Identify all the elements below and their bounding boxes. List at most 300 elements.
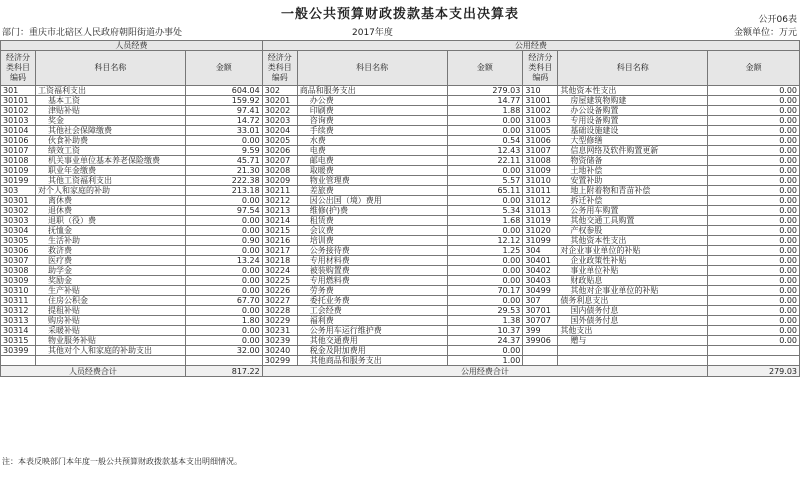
public-a-amount: 0.00 — [447, 126, 523, 136]
public-a-amount: 70.17 — [447, 286, 523, 296]
table-row — [1, 306, 800, 316]
public-b-amount: 0.00 — [708, 136, 800, 146]
table-row — [1, 336, 800, 346]
table-row — [1, 296, 800, 306]
public-b-name: 企业政策性补贴 — [558, 256, 708, 266]
public-b-code: 39906 — [523, 336, 558, 346]
public-a-name: 差旅费 — [297, 186, 447, 196]
public-a-amount: 0.00 — [447, 346, 523, 356]
personnel-code: 30107 — [1, 146, 36, 156]
public-b-code: 399 — [523, 326, 558, 336]
table-row — [1, 136, 800, 146]
public-b-amount: 0.00 — [708, 336, 800, 346]
personnel-code — [1, 356, 36, 366]
public-a-name: 其他商品和服务支出 — [297, 356, 447, 366]
public-a-code: 30224 — [262, 266, 297, 276]
public-b-name: 拆迁补偿 — [558, 196, 708, 206]
personnel-name: 机关事业单位基本养老保险缴费 — [35, 156, 185, 166]
personnel-name: 伙食补助费 — [35, 136, 185, 146]
header-code: 经济分类科目编码 — [1, 51, 36, 86]
personnel-amount: 0.00 — [185, 266, 262, 276]
public-b-code: 31007 — [523, 146, 558, 156]
personnel-code: 30310 — [1, 286, 36, 296]
public-a-code: 30207 — [262, 156, 297, 166]
public-a-code: 302 — [262, 86, 297, 96]
table-row — [1, 156, 800, 166]
personnel-name: 工资福利支出 — [35, 86, 185, 96]
public-b-name: 办公设备购置 — [558, 106, 708, 116]
public-a-amount: 0.00 — [447, 256, 523, 266]
table-row — [1, 356, 800, 366]
public-b-amount: 0.00 — [708, 186, 800, 196]
public-b-code: 31011 — [523, 186, 558, 196]
public-b-amount: 0.00 — [708, 126, 800, 136]
public-b-name: 其他资本性支出 — [558, 86, 708, 96]
public-a-amount: 1.00 — [447, 356, 523, 366]
public-b-amount: 0.00 — [708, 326, 800, 336]
public-a-code: 30227 — [262, 296, 297, 306]
table-row — [1, 236, 800, 246]
public-a-name: 专用燃料费 — [297, 276, 447, 286]
personnel-name: 生活补助 — [35, 236, 185, 246]
header-amount: 金额 — [185, 51, 262, 86]
public-b-amount: 0.00 — [708, 316, 800, 326]
personnel-code: 30307 — [1, 256, 36, 266]
public-a-code: 30211 — [262, 186, 297, 196]
personnel-code: 30306 — [1, 246, 36, 256]
public-b-code — [523, 346, 558, 356]
personnel-amount: 0.00 — [185, 276, 262, 286]
table-row — [1, 166, 800, 176]
public-b-amount: 0.00 — [708, 266, 800, 276]
public-a-amount: 1.88 — [447, 106, 523, 116]
public-a-code: 30208 — [262, 166, 297, 176]
personnel-code: 30302 — [1, 206, 36, 216]
public-b-name: 地上附着物和青苗补偿 — [558, 186, 708, 196]
public-a-amount: 1.68 — [447, 216, 523, 226]
personnel-amount: 97.54 — [185, 206, 262, 216]
public-a-name: 委托业务费 — [297, 296, 447, 306]
personnel-code: 30106 — [1, 136, 36, 146]
public-a-amount: 0.00 — [447, 166, 523, 176]
public-total-value: 279.03 — [708, 366, 800, 377]
public-b-name: 其他交通工具购置 — [558, 216, 708, 226]
personnel-name: 其他对个人和家庭的补助支出 — [35, 346, 185, 356]
public-a-name: 培训费 — [297, 236, 447, 246]
personnel-name: 住房公积金 — [35, 296, 185, 306]
table-row — [1, 186, 800, 196]
public-b-code: 31003 — [523, 116, 558, 126]
personnel-name: 基本工资 — [35, 96, 185, 106]
public-b-code: 307 — [523, 296, 558, 306]
unit-label: 金额单位：万元 — [733, 28, 797, 38]
personnel-name: 物业服务补贴 — [35, 336, 185, 346]
header-code: 经济分类科目编码 — [262, 51, 297, 86]
public-b-name: 产权参股 — [558, 226, 708, 236]
public-a-code: 30216 — [262, 236, 297, 246]
public-b-amount: 0.00 — [708, 156, 800, 166]
public-b-amount: 0.00 — [708, 86, 800, 96]
public-a-code: 30205 — [262, 136, 297, 146]
personnel-name: 其他工资福利支出 — [35, 176, 185, 186]
public-b-amount — [708, 356, 800, 366]
public-b-code: 31008 — [523, 156, 558, 166]
public-a-name: 手续费 — [297, 126, 447, 136]
public-b-name: 其他对企事业单位的补贴 — [558, 286, 708, 296]
personnel-amount: 67.70 — [185, 296, 262, 306]
personnel-code: 30314 — [1, 326, 36, 336]
public-b-code: 30499 — [523, 286, 558, 296]
public-b-code: 31010 — [523, 176, 558, 186]
public-a-amount: 0.00 — [447, 296, 523, 306]
public-a-name: 咨询费 — [297, 116, 447, 126]
public-b-name — [558, 346, 708, 356]
personnel-amount: 21.30 — [185, 166, 262, 176]
public-a-amount: 29.53 — [447, 306, 523, 316]
table-row — [1, 96, 800, 106]
personnel-code: 30315 — [1, 336, 36, 346]
public-b-code: 31012 — [523, 196, 558, 206]
public-a-amount: 0.00 — [447, 226, 523, 236]
public-b-amount: 0.00 — [708, 166, 800, 176]
public-b-amount: 0.00 — [708, 106, 800, 116]
personnel-code: 30103 — [1, 116, 36, 126]
public-a-code: 30229 — [262, 316, 297, 326]
public-b-code: 30707 — [523, 316, 558, 326]
public-a-code: 30204 — [262, 126, 297, 136]
public-a-code: 30202 — [262, 106, 297, 116]
public-a-name: 商品和服务支出 — [297, 86, 447, 96]
public-total-label: 公用经费合计 — [262, 366, 707, 377]
public-b-name: 信息网络及软件购置更新 — [558, 146, 708, 156]
department-label: 部门：重庆市北碚区人民政府朝阳街道办事处 — [2, 28, 183, 38]
public-b-name: 房屋建筑物购建 — [558, 96, 708, 106]
table-row — [1, 206, 800, 216]
personnel-code: 30301 — [1, 196, 36, 206]
public-b-name: 基础设施建设 — [558, 126, 708, 136]
table-row — [1, 196, 800, 206]
personnel-amount: 0.90 — [185, 236, 262, 246]
header-code: 经济分类科目编码 — [523, 51, 558, 86]
public-a-name: 税金及附加费用 — [297, 346, 447, 356]
form-number: 公开06表 — [758, 15, 797, 25]
public-a-code: 30213 — [262, 206, 297, 216]
public-b-code: 30402 — [523, 266, 558, 276]
public-b-name — [558, 356, 708, 366]
table-row — [1, 226, 800, 236]
public-a-name: 维修(护)费 — [297, 206, 447, 216]
public-b-amount: 0.00 — [708, 236, 800, 246]
table-row — [1, 246, 800, 256]
public-b-code: 31013 — [523, 206, 558, 216]
public-a-name: 劳务费 — [297, 286, 447, 296]
personnel-code: 30108 — [1, 156, 36, 166]
public-a-amount: 22.11 — [447, 156, 523, 166]
personnel-amount: 0.00 — [185, 336, 262, 346]
table-row — [1, 286, 800, 296]
personnel-name: 退休费 — [35, 206, 185, 216]
personnel-amount: 13.24 — [185, 256, 262, 266]
table-row — [1, 126, 800, 136]
personnel-code: 30304 — [1, 226, 36, 236]
personnel-total-value: 817.22 — [185, 366, 262, 377]
personnel-code: 30104 — [1, 126, 36, 136]
public-a-amount: 24.37 — [447, 336, 523, 346]
personnel-amount: 213.18 — [185, 186, 262, 196]
public-b-name: 其他资本性支出 — [558, 236, 708, 246]
public-a-name: 被装购置费 — [297, 266, 447, 276]
public-a-code: 30225 — [262, 276, 297, 286]
personnel-name: 医疗费 — [35, 256, 185, 266]
personnel-name: 对个人和家庭的补助 — [35, 186, 185, 196]
public-b-code: 31006 — [523, 136, 558, 146]
personnel-total-label: 人员经费合计 — [1, 366, 186, 377]
personnel-code: 30313 — [1, 316, 36, 326]
public-b-name: 事业单位补贴 — [558, 266, 708, 276]
report-title: 一般公共预算财政拨款基本支出决算表 — [280, 7, 519, 22]
personnel-name: 绩效工资 — [35, 146, 185, 156]
public-b-code: 30401 — [523, 256, 558, 266]
year-label: 2017年度 — [352, 28, 393, 38]
public-a-code: 30201 — [262, 96, 297, 106]
public-a-name: 其他交通费用 — [297, 336, 447, 346]
public-a-code: 30209 — [262, 176, 297, 186]
personnel-name: 职业年金缴费 — [35, 166, 185, 176]
personnel-amount: 32.00 — [185, 346, 262, 356]
expenditure-table — [0, 40, 800, 377]
public-a-name: 水费 — [297, 136, 447, 146]
table-row — [1, 116, 800, 126]
public-b-name: 对企业事业单位的补贴 — [558, 246, 708, 256]
public-a-amount: 10.37 — [447, 326, 523, 336]
table-row — [1, 86, 800, 96]
personnel-code: 30303 — [1, 216, 36, 226]
public-b-code: 31005 — [523, 126, 558, 136]
public-b-amount — [708, 346, 800, 356]
public-b-code: 30403 — [523, 276, 558, 286]
header-amount: 金额 — [447, 51, 523, 86]
public-b-code: 310 — [523, 86, 558, 96]
public-a-amount: 279.03 — [447, 86, 523, 96]
public-a-amount: 1.25 — [447, 246, 523, 256]
footnote: 注：本表反映部门本年度一般公共预算财政拨款基本支出明细情况。 — [2, 457, 242, 466]
public-a-amount: 5.57 — [447, 176, 523, 186]
personnel-code: 30102 — [1, 106, 36, 116]
personnel-amount: 1.80 — [185, 316, 262, 326]
personnel-amount: 0.00 — [185, 326, 262, 336]
public-a-amount: 0.00 — [447, 116, 523, 126]
public-b-name: 大型修缮 — [558, 136, 708, 146]
personnel-amount: 0.00 — [185, 286, 262, 296]
personnel-code: 30109 — [1, 166, 36, 176]
table-row — [1, 256, 800, 266]
personnel-amount: 45.71 — [185, 156, 262, 166]
personnel-amount: 33.01 — [185, 126, 262, 136]
public-a-code: 30212 — [262, 196, 297, 206]
public-b-code: 30701 — [523, 306, 558, 316]
public-b-amount: 0.00 — [708, 226, 800, 236]
public-b-code — [523, 356, 558, 366]
public-a-amount: 14.77 — [447, 96, 523, 106]
public-a-name: 物业管理费 — [297, 176, 447, 186]
personnel-amount: 97.41 — [185, 106, 262, 116]
public-b-name: 物资储备 — [558, 156, 708, 166]
public-b-name: 国外债务付息 — [558, 316, 708, 326]
personnel-name — [35, 356, 185, 366]
personnel-amount: 14.72 — [185, 116, 262, 126]
table-row — [1, 106, 800, 116]
public-b-amount: 0.00 — [708, 256, 800, 266]
personnel-code: 30312 — [1, 306, 36, 316]
public-a-name: 取暖费 — [297, 166, 447, 176]
public-b-amount: 0.00 — [708, 216, 800, 226]
personnel-name: 提租补贴 — [35, 306, 185, 316]
header-name: 科目名称 — [297, 51, 447, 86]
public-a-code: 30217 — [262, 246, 297, 256]
personnel-amount — [185, 356, 262, 366]
public-b-name: 赠与 — [558, 336, 708, 346]
public-a-name: 会议费 — [297, 226, 447, 236]
personnel-code: 30305 — [1, 236, 36, 246]
public-a-name: 印刷费 — [297, 106, 447, 116]
public-b-amount: 0.00 — [708, 116, 800, 126]
public-b-name: 土地补偿 — [558, 166, 708, 176]
table-row — [1, 266, 800, 276]
public-a-amount: 12.12 — [447, 236, 523, 246]
public-a-code: 30299 — [262, 356, 297, 366]
public-a-name: 电费 — [297, 146, 447, 156]
table-row — [1, 146, 800, 156]
public-a-amount: 1.38 — [447, 316, 523, 326]
public-b-name: 安置补助 — [558, 176, 708, 186]
public-b-name: 债务利息支出 — [558, 296, 708, 306]
public-b-amount: 0.00 — [708, 206, 800, 216]
personnel-amount: 0.00 — [185, 136, 262, 146]
personnel-code: 303 — [1, 186, 36, 196]
public-a-name: 公务接待费 — [297, 246, 447, 256]
personnel-code: 30101 — [1, 96, 36, 106]
personnel-code: 30399 — [1, 346, 36, 356]
personnel-section-header: 人员经费 — [1, 41, 263, 51]
public-b-amount: 0.00 — [708, 286, 800, 296]
personnel-amount: 0.00 — [185, 246, 262, 256]
personnel-code: 301 — [1, 86, 36, 96]
personnel-amount: 0.00 — [185, 226, 262, 236]
public-b-code: 31001 — [523, 96, 558, 106]
table-row — [1, 316, 800, 326]
public-b-amount: 0.00 — [708, 296, 800, 306]
personnel-name: 奖励金 — [35, 276, 185, 286]
public-a-name: 专用材料费 — [297, 256, 447, 266]
public-a-name: 福利费 — [297, 316, 447, 326]
personnel-name: 其他社会保障缴费 — [35, 126, 185, 136]
personnel-code: 30199 — [1, 176, 36, 186]
personnel-amount: 222.38 — [185, 176, 262, 186]
personnel-amount: 0.00 — [185, 196, 262, 206]
table-row — [1, 326, 800, 336]
public-b-code: 31099 — [523, 236, 558, 246]
public-a-amount: 65.11 — [447, 186, 523, 196]
public-a-amount: 0.00 — [447, 276, 523, 286]
personnel-name: 津贴补贴 — [35, 106, 185, 116]
personnel-name: 生产补贴 — [35, 286, 185, 296]
public-a-name: 邮电费 — [297, 156, 447, 166]
public-a-code: 30231 — [262, 326, 297, 336]
personnel-amount: 0.00 — [185, 306, 262, 316]
public-b-code: 31009 — [523, 166, 558, 176]
personnel-name: 助学金 — [35, 266, 185, 276]
public-a-code: 30226 — [262, 286, 297, 296]
public-a-code: 30240 — [262, 346, 297, 356]
public-a-name: 公务用车运行维护费 — [297, 326, 447, 336]
table-row — [1, 346, 800, 356]
public-b-name: 财政贴息 — [558, 276, 708, 286]
public-a-code: 30203 — [262, 116, 297, 126]
personnel-name: 抚恤金 — [35, 226, 185, 236]
public-a-name: 因公出国（境）费用 — [297, 196, 447, 206]
public-a-amount: 12.43 — [447, 146, 523, 156]
personnel-name: 离休费 — [35, 196, 185, 206]
public-b-code: 304 — [523, 246, 558, 256]
personnel-amount: 604.04 — [185, 86, 262, 96]
public-b-name: 国内债务付息 — [558, 306, 708, 316]
personnel-name: 救济费 — [35, 246, 185, 256]
public-a-amount: 0.54 — [447, 136, 523, 146]
public-b-amount: 0.00 — [708, 246, 800, 256]
header-amount: 金额 — [708, 51, 800, 86]
personnel-code: 30308 — [1, 266, 36, 276]
personnel-amount: 159.92 — [185, 96, 262, 106]
table-row — [1, 176, 800, 186]
public-b-name: 公务用车购置 — [558, 206, 708, 216]
public-b-amount: 0.00 — [708, 176, 800, 186]
public-b-amount: 0.00 — [708, 96, 800, 106]
public-b-amount: 0.00 — [708, 196, 800, 206]
public-b-code: 31019 — [523, 216, 558, 226]
public-a-amount: 0.00 — [447, 266, 523, 276]
public-a-amount: 0.00 — [447, 196, 523, 206]
personnel-name: 奖金 — [35, 116, 185, 126]
public-a-name: 工会经费 — [297, 306, 447, 316]
public-a-amount: 5.34 — [447, 206, 523, 216]
personnel-code: 30309 — [1, 276, 36, 286]
public-b-code: 31002 — [523, 106, 558, 116]
public-b-amount: 0.00 — [708, 146, 800, 156]
table-row — [1, 216, 800, 226]
personnel-name: 退职（役）费 — [35, 216, 185, 226]
public-a-code: 30228 — [262, 306, 297, 316]
public-a-code: 30218 — [262, 256, 297, 266]
personnel-code: 30311 — [1, 296, 36, 306]
public-section-header: 公用经费 — [262, 41, 799, 51]
personnel-name: 购房补贴 — [35, 316, 185, 326]
public-a-code: 30214 — [262, 216, 297, 226]
table-row — [1, 276, 800, 286]
header-name: 科目名称 — [35, 51, 185, 86]
personnel-amount: 0.00 — [185, 216, 262, 226]
public-b-amount: 0.00 — [708, 306, 800, 316]
personnel-name: 采暖补贴 — [35, 326, 185, 336]
public-b-name: 专用设备购置 — [558, 116, 708, 126]
public-b-amount: 0.00 — [708, 276, 800, 286]
public-b-code: 31020 — [523, 226, 558, 236]
public-a-code: 30206 — [262, 146, 297, 156]
personnel-amount: 9.59 — [185, 146, 262, 156]
public-a-code: 30215 — [262, 226, 297, 236]
public-b-name: 其他支出 — [558, 326, 708, 336]
header-name: 科目名称 — [558, 51, 708, 86]
public-a-code: 30239 — [262, 336, 297, 346]
